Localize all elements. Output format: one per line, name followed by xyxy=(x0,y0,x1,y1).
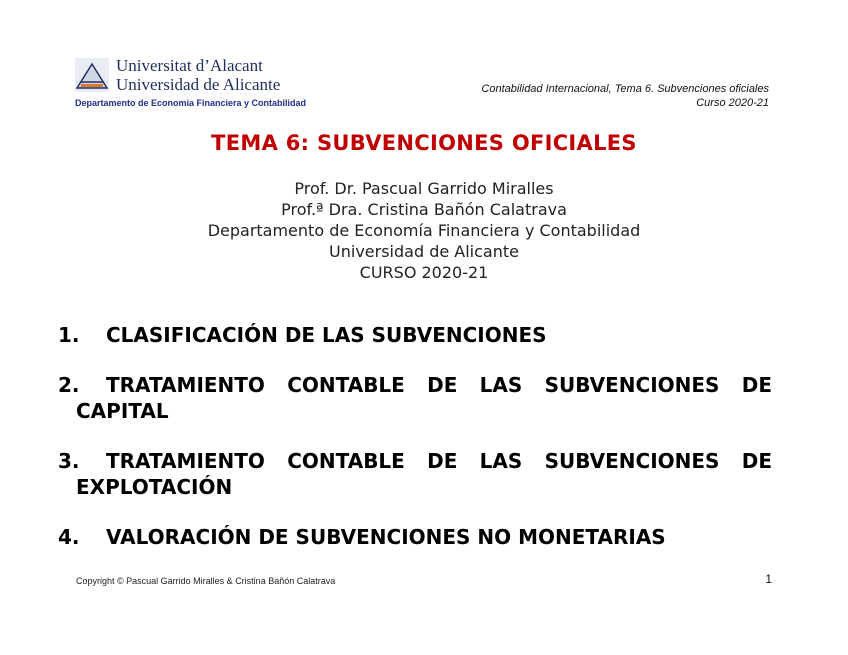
course-title: Contabilidad Internacional, Tema 6. Subvenciones oficiales xyxy=(481,83,769,95)
agenda-item-number: 2. xyxy=(58,373,80,397)
agenda-item-number: 1. xyxy=(58,323,80,347)
agenda-list xyxy=(58,322,772,574)
authors-block xyxy=(0,178,848,283)
university-logo-icon xyxy=(75,58,109,92)
agenda-item-4 xyxy=(58,524,772,550)
department-label: Departamento de Economía Financiera y Contabilidad xyxy=(75,98,307,108)
agenda-item-text: CLASIFICACIÓN DE LAS SUBVENCIONES xyxy=(106,323,547,347)
university-name-valencian: Universitat d’Alacant xyxy=(116,56,263,75)
agenda-item-2 xyxy=(58,372,772,424)
agenda-item-row xyxy=(58,448,772,474)
author-university: Universidad de Alicante xyxy=(329,242,519,261)
course-year: Curso 2020-21 xyxy=(696,97,769,109)
author-course: CURSO 2020-21 xyxy=(359,263,489,282)
agenda-item-text: TRATAMIENTO CONTABLE DE LAS SUBVENCIONES DE xyxy=(106,373,772,397)
agenda-item-text-continued: CAPITAL xyxy=(76,399,169,423)
university-name xyxy=(116,56,280,94)
copyright-notice: Copyright © Pascual Garrido Miralles & Cristina Bañón Calatrava xyxy=(76,576,336,586)
agenda-item-text: VALORACIÓN DE SUBVENCIONES NO MONETARIAS xyxy=(106,525,666,549)
author-2: Prof.ª Dra. Cristina Bañón Calatrava xyxy=(281,200,567,219)
course-info xyxy=(481,82,769,110)
agenda-item-number: 4. xyxy=(58,525,80,549)
page-title: TEMA 6: SUBVENCIONES OFICIALES xyxy=(211,131,637,155)
agenda-item-text-continued: EXPLOTACIÓN xyxy=(76,475,233,499)
author-1: Prof. Dr. Pascual Garrido Miralles xyxy=(294,179,554,198)
agenda-item-number: 3. xyxy=(58,449,80,473)
agenda-item-row xyxy=(58,372,772,398)
page-number: 1 xyxy=(765,572,772,586)
university-name-spanish: Universidad de Alicante xyxy=(116,75,281,94)
agenda-item-3 xyxy=(58,448,772,500)
agenda-item-text: TRATAMIENTO CONTABLE DE LAS SUBVENCIONES DE xyxy=(106,449,772,473)
author-department: Departamento de Economía Financiera y Contabilidad xyxy=(207,221,641,240)
agenda-item-1 xyxy=(58,322,772,348)
